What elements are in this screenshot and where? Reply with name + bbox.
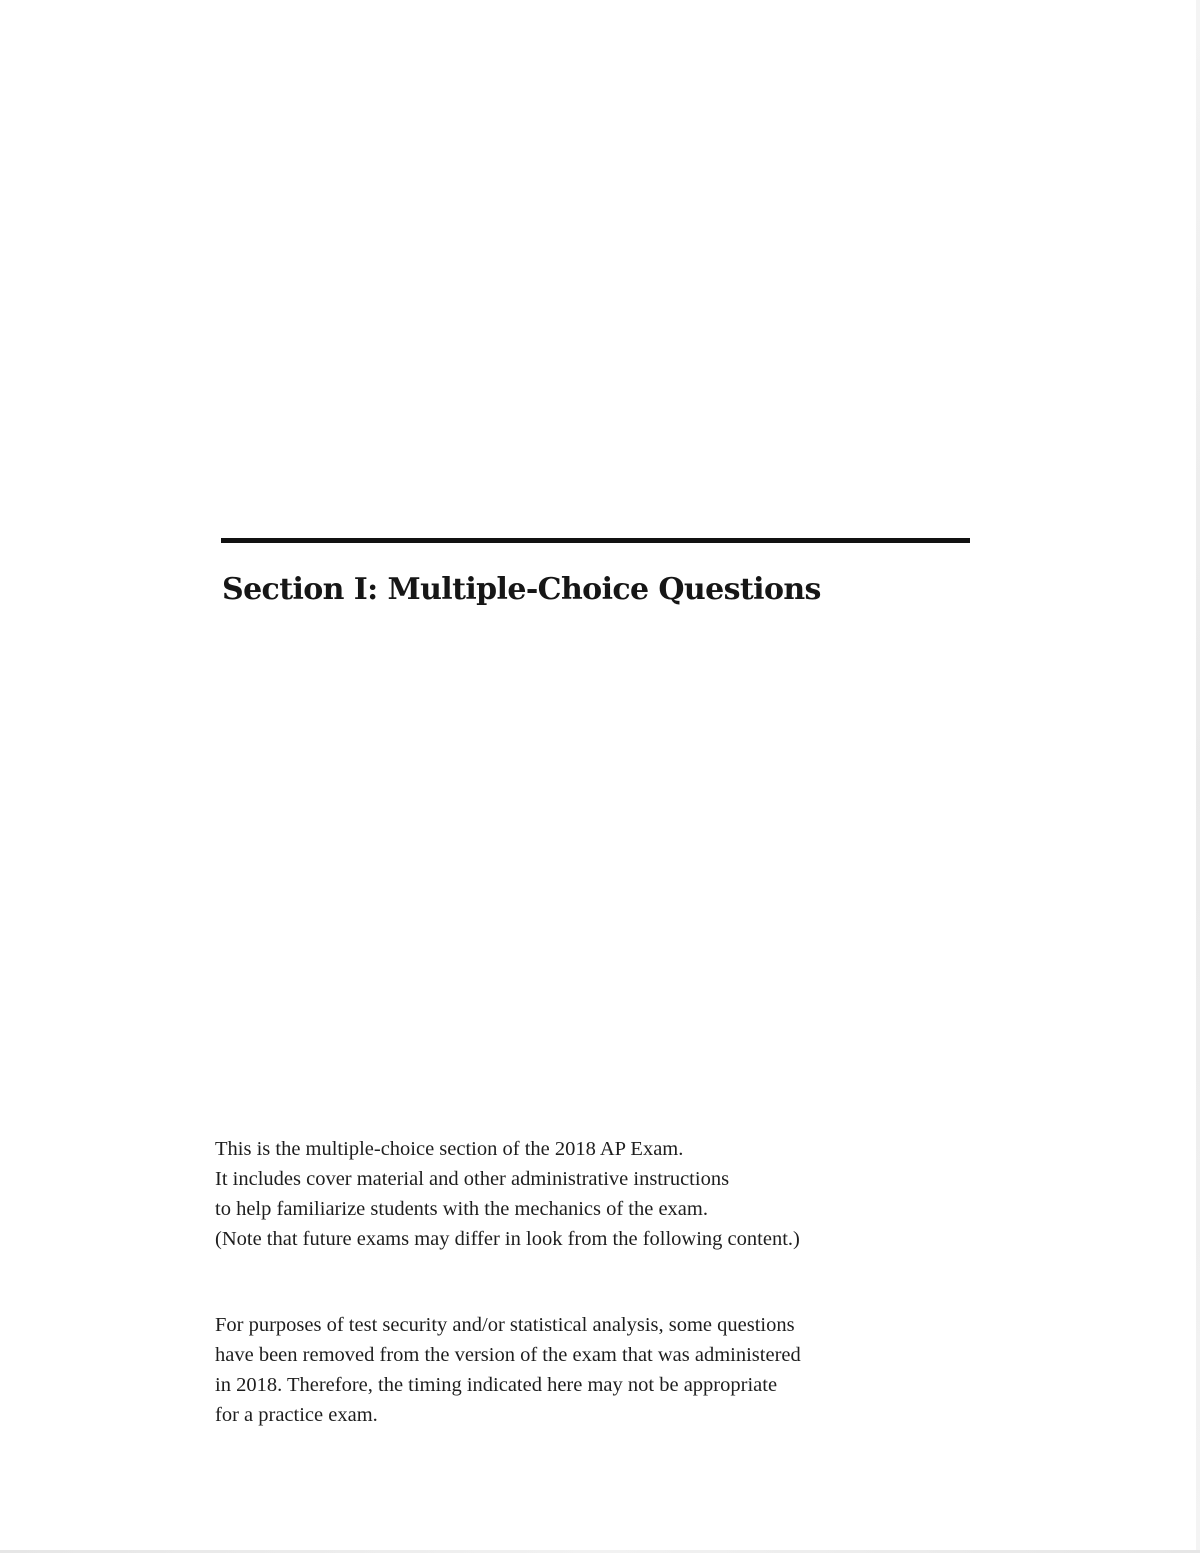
- notice-line: in 2018. Therefore, the timing indicated here may not be appropriate: [215, 1374, 778, 1396]
- section-divider-rule: [221, 538, 970, 543]
- intro-line: (Note that future exams may differ in look from the following content.): [215, 1228, 800, 1250]
- notice-paragraph: [215, 1310, 801, 1430]
- intro-paragraph: [215, 1134, 800, 1254]
- intro-line: to help familiarize students with the mechanics of the exam.: [215, 1198, 708, 1220]
- notice-line: have been removed from the version of the exam that was administered: [215, 1344, 801, 1366]
- intro-line: It includes cover material and other administrative instructions: [215, 1168, 730, 1190]
- section-title: Section I: Multiple-Choice Questions: [222, 572, 821, 607]
- scan-edge-right: [1196, 0, 1200, 1553]
- notice-line: For purposes of test security and/or statistical analysis, some questions: [215, 1314, 795, 1336]
- intro-line: This is the multiple-choice section of the 2018 AP Exam.: [215, 1138, 684, 1160]
- notice-line: for a practice exam.: [215, 1404, 378, 1426]
